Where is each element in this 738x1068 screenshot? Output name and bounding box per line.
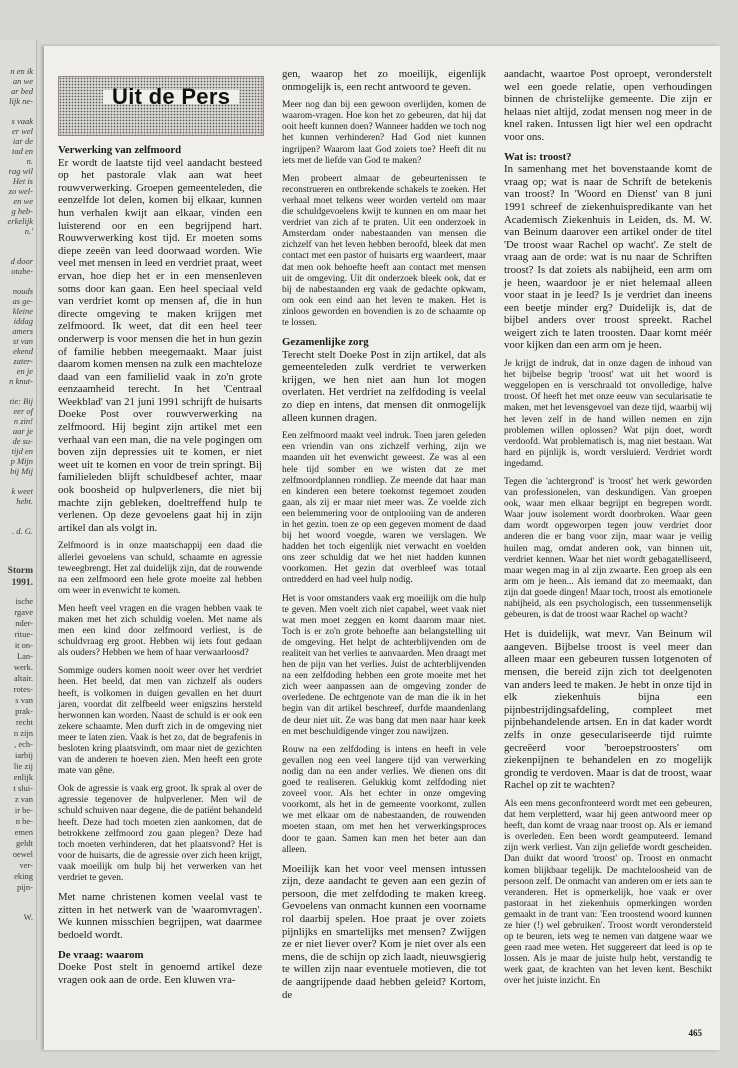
quote-paragraph: Een zelfmoord maakt veel indruk. Toen jaren geleden een vriendin van ons zichzelf verhing, zijn we maanden uit het evenwicht geweest. Ze was al een hele tijd somber en we wisten dat ze met zelfmoordplannen rondliep. Ze meende dat haar man en kinderen een betere toekomst tegemoet zouden gaan, als zij er maar niet meer was. Ze voelde zich een belemmering voor de ontplooiing van de anderen in het gezin. toen ze op een gegeven moment de daad bij het woord voegde, waren we verslagen. We hadden het toch eigenlijk niet verwacht en voelden ons zeer schuldig dat we het niet hadden kunnen voorkomen. Het gezin dat overbleef was totaal ontredderd en had veel hulp nodig. (282, 431, 486, 586)
previous-page-line: s van (15, 695, 33, 705)
body-paragraph: aandacht, waartoe Post oproept, veronderstelt wel een goede relatie, open verhoudingen binnen de christelijke gemeente. Die zijn er helaas niet altijd, zodat mensen nog meer in de knel raken. Intussen ligt hier wel een opdracht voor ons. (504, 68, 712, 143)
intro-paragraph: Er wordt de laatste tijd veel aandacht besteed op het pastorale vlak aan wat heet rouwverwerking. Groepen gemeenteleden, die eenzelfde lot delen, komen bij elkaar, kunnen hun verhalen kwijt aan elkaar, vinden een luisterend oor en een begrijpend hart. Rouwverwerking kost tijd. Er moeten soms diepe zeeën van leed doorwaad worden. Wie veel met mensen in leed en verdriet praat, weet ervan, hoe diep het er in een mensenleven soms door kan gaan. Een heel speciaal veld van verdriet komt op mensen af, die in hun directe omgeving te maken krijgen met zelfmoord. Ik weet, dat dit een heel teer onderwerp is voor mensen die het in hun gezin of familie hebben meegemaakt. Maar juist daarom komen mensen na zulk een machteloze daad van een familielid vaak in zo'n grote eenzaamheid terecht. In het 'Centraal Weekblad' van 21 juni 1991 schrijft de huisarts Doeke Post over rouwverwerking na zelfmoord. Hij begint zijn artikel met een verhaal van een man, die na vele pogingen om boven zijn depressies uit te komen, er niet weet uit te komen en voor de trein springt. Bij familieleden blijft schuldbesef achter, maar ook boosheid op hulpverleners, die niet bij machte zijn gebleken, doeltreffend hulp te verlenen. Op deze gevoelens gaat hij in zijn artikel dan als volgt in. (58, 156, 262, 534)
previous-page-line: n zin! (13, 416, 33, 426)
previous-page-line: kleine (12, 306, 33, 316)
previous-page-line: n en ik (10, 66, 33, 76)
body-paragraph: Moeilijk kan het voor veel mensen intussen zijn, deze aandacht te geven aan een gezin of persoon, die met zelfdoding te maken kreeg. Gevoelens van onmacht kunnen een voorname rol daarbij spelen. Hoe praat je over zoiets pijnlijks en smartelijks met mensen? Zwijgen ze er niet liever over? Kom je niet over als een mens, die de schijn op zich laadt, nieuwsgierig te willen zijn naar eventuele motieven, die tot de aangrijpende daad hebben geleid? Kortom, de (282, 862, 486, 1001)
quote-paragraph: Rouw na een zelfdoding is intens en heeft in vele gevallen nog een veel langere tijd van verwerking nodig dan na een ander verlies. We dienen ons dit goed te realiseren. Gelukkig komt zelfdoding niet zoveel voor. Als het echter in onze omgeving voorkomt, als het in de gemeente voorkomt, zullen we met elkaar om de nabestaanden, de rouwenden moeten staan, om met hen het verwerkingsproces door te gaan. Samen kan men het beter aan dan alleen. (282, 744, 486, 855)
previous-page-line: tie: Bij (9, 396, 33, 406)
previous-page-line: aar je (12, 426, 33, 436)
page-number: 465 (688, 1028, 702, 1038)
previous-page-line: W. (23, 912, 33, 922)
previous-page-line: ekend (13, 346, 33, 356)
body-paragraph: Doeke Post stelt in genoemd artikel deze vragen ook aan de orde. Een kluwen vra- (58, 961, 262, 986)
previous-page-line: bij Mij (10, 466, 33, 476)
previous-page-line: altair. (13, 673, 33, 683)
previous-page-line: 1991. (11, 578, 33, 588)
previous-page-line: iddag (13, 316, 33, 326)
body-paragraph: Terecht stelt Doeke Post in zijn artikel, dat als gemeenteleden zulk verdriet te verwerken krijgen, we hen niet aan hun lot mogen overlaten. Het verdriet na zelfdoding is veelal zo diep en intens, dat mensen dit onmogelijk alleen kunnen dragen. (282, 348, 486, 424)
previous-page-line: Lan- (16, 651, 33, 661)
article-page (44, 46, 720, 1050)
previous-page-line: p Mijn (10, 456, 33, 466)
previous-page-line: d door (10, 256, 33, 266)
previous-page-line: hebt. (16, 496, 33, 506)
previous-page-line: en we (13, 196, 33, 206)
previous-page-line: ar bed (11, 86, 33, 96)
previous-page-line: otabe- (11, 266, 33, 276)
previous-page-line: er wel (11, 126, 33, 136)
previous-page-line: tad en (11, 146, 33, 156)
previous-page-line: it on- (14, 640, 33, 650)
previous-page-line: erkelijk (7, 216, 33, 226)
quote-paragraph: Tegen die 'achtergrond' is 'troost' het werk geworden van professionelen, van deskundigen. Van groepen ook, waar men elkaar begrijpt en begrepen wordt. Waar jouw isolement wordt doorbroken. Waar geen dam wordt opgeworpen tegen jouw verdriet door anderen die er bang voor zijn, maar waar je veilig huilen mag, omdat anderen ook, van binnen uit, verdriet kennen. Waar het niet wordt gebagatelliseerd, maar wegen mag in al zijn zwaarte. Een groep als een arm om je heen... Als iemand dat zo meemaakt, dan zijn dat goede dingen! Maar toch, troost als emotionele nabijheid, als een psychologisch, een tussenmenselijk gebeuren, is dat de troost waar Rachel op wacht? (504, 477, 712, 621)
previous-page-line: lie zij (13, 761, 33, 771)
quote-paragraph: Sommige ouders komen nooit weer over het verdriet heen. Het beeld, dat men van zichzelf als ouders heeft, is volkomen in duigen gevallen en het duurt jaren, voordat dit zelfbeeld weer enigszins hersteld herwonnen kan worden. Naast de schuld is er ook een zekere schaamte. Men durft zich in de omgeving niet meer te laten zien. Vaak is het zo, dat de begrafenis in besloten kring plaatsvindt, om maar niet de gezichten van de anderen te hoeven zien. Men heeft een grote mate van gêne. (58, 666, 262, 777)
previous-page-line: pijn- (16, 882, 33, 892)
previous-page-line: enlijk (13, 772, 33, 782)
previous-page-line: rotes- (13, 684, 33, 694)
previous-page-line: n be- (15, 816, 33, 826)
previous-page-line: nder- (15, 618, 33, 628)
previous-page-line: iarbij (15, 750, 33, 760)
previous-page-line: . d. G. (11, 526, 33, 536)
column-2 (282, 68, 486, 1008)
previous-page-line: an we (12, 76, 33, 86)
previous-page-line: s vaak (11, 116, 33, 126)
body-paragraph: gen, waarop het zo moeilijk, eigenlijk onmogelijk is, een recht antwoord te geven. (282, 68, 486, 93)
previous-page-line: tijd en (11, 446, 33, 456)
previous-page-line: n knut- (9, 376, 33, 386)
previous-page-line: rgave (14, 607, 33, 617)
quote-paragraph: Het is voor omstanders vaak erg moeilijk om die hulp te geven. Men voelt zich niet capabel, weet vaak niet wat men moet zeggen en komt daarom maar niet. Toch is er zo'n grote behoefte aan belangstelling uit de omgeving. Het helpt de achterblijvenden om de realiteit van het verlies te aanvaarden. Men draagt met hen de pijn van het verlies. Juist de achterblijvenden na een zelfdoding hebben een grote moeite met het zich weer aanpassen aan de omgeving zonder de overledene. De echtgenote van de man die ik in het begin van dit artikel beschreef, durfde maandenlang de deur niet uit. Ze was bang dat men naar haar keek en met beschuldigende vinger zou nawijzen. (282, 593, 486, 737)
heading-gezamenlijke-zorg: Gezamenlijke zorg (282, 336, 369, 349)
quote-paragraph: Je krijgt de indruk, dat in onze dagen de inhoud van het bijbelse begrip 'troost' wat uit het woord is weggelopen en is verschraald tot onvolledige, halve troost. Of heeft het met onze eeuw van secularisatie te maken, met het levensgevoel van deze tijd, waarbij wij het leven zelf in de hand willen nemen en zijn problemen willen oplossen? Wat pijn doet, wordt verdoofd. Wat problematisch is, mag niet bestaan. Wat hard en pijnlijk is, wordt versluierd. Verdriet wordt ingedamd. (504, 359, 712, 469)
column-3 (504, 68, 712, 995)
previous-page-line: nouds (12, 286, 33, 296)
quote-paragraph: Zelfmoord is in onze maatschappij een daad die allerlei gevoelens van schuld, schaamte en agressie teweegbrengt. Het zal duidelijk zijn, dat de rouwende na een zelfmoord een hele grote moeite zal hebben om weer in evenwicht te komen. (58, 541, 262, 596)
previous-page-line: k weet (11, 486, 33, 496)
previous-page-line: eking (14, 871, 33, 881)
previous-page-line: as ge- (12, 296, 33, 306)
body-paragraph: Het is duidelijk, wat mevr. Van Beinum wil aangeven. Bijbelse troost is veel meer dan alleen maar een gebeuren tussen lotgenoten of mensen, die bereid zijn zich tot deelgenoten van anders leed te maken. Je hebt in onze tijd in elk ziekenhuis bijna een pijnbestrijdingsafdeling, compleet met pijnbehandelende artsen. En in dat kader wordt zelfs in onze geseculariseerde tijd ruimte gecreëerd voor 'beroepstroosters' om ziekenpijnen te behandelen en zo mogelijk grondig te verdoven. Maar is dat de troost, waar Rachel op zit te wachten? (504, 628, 712, 792)
previous-page-line: n. (26, 156, 33, 166)
previous-page-line: de su- (12, 436, 33, 446)
previous-page-line: en je (16, 366, 33, 376)
quote-paragraph: Men probeert almaar de gebeurtenissen te reconstrueren en ontbrekende schakels te zoeken. Het verhaal moet telkens weer worden verteld om maar die schuldgevoelens kwijt te kunnen en om maar het verdriet van zich af te praten. Uit een onderzoek in Amsterdam onder nabestaanden van mensen die zichzelf van het leven hebben beroofd, bleek dat men contact met een pastor of huisarts erg waardeert, maar dat men ook behoefte heeft aan contact met mensen uit de omgeving. Uit dit onderzoek bleek ook, dat er bij de nabestaanden erg vaak de gedachte opkwam, om ook een eind aan het leven te maken. Het is zinloos geworden en bovendien is zo de schaamte op te lossen. (282, 173, 486, 328)
quote-paragraph: Ook de agressie is vaak erg groot. Ik sprak al over de agressie tegenover de hulpverlener. Men wil de schuld schuiven naar degene, die de patiënt behandeld heeft. Deze had toch moeten zien aankomen, dat de betrokkene zelfmoord zou gaan plegen? Deze had toch moeten verhinderen, dat het plaatsvond? Het is voor de huisarts, die de agressie over zich heen krijgt, vaak moeilijk om hulp bij het verwerken van het verdriet te geven. (58, 784, 262, 884)
quote-paragraph: Meer nog dan bij een gewoon overlijden, komen de waarom-vragen. Hoe kon het zo gebeuren, dat hij dat ooit heeft kunnen doen? Wanneer hadden we toch nog het kunnen verhinderen? Had God niet kunnen ingrijpen? Waarom laat God zoiets toe? Heeft dit nu iets met de liefde van God te maken? (282, 100, 486, 166)
previous-page-line: , ech- (14, 739, 33, 749)
heading-vraag-waarom: De vraag: waarom (58, 948, 144, 961)
previous-page-line: emen (14, 827, 33, 837)
previous-page-line: zo wel- (8, 186, 33, 196)
previous-page-line: iar de (12, 136, 33, 146)
quote-paragraph: Men heeft veel vragen en die vragen hebben vaak te maken met het zich schuldig voelen. Met name als men een kind door zelfmoord verliest, is de schuldvraag erg groot. Hebben wij iets fout gedaan als ouders? Hebben we hem of haar verwaarloosd? (58, 603, 262, 659)
previous-page-line: t slui- (13, 783, 33, 793)
previous-page-line: eer of (13, 406, 33, 416)
previous-page-line: Storm (7, 566, 33, 576)
previous-page-line: rag wil (8, 166, 33, 176)
previous-page-line: ir be- (14, 805, 33, 815)
previous-page-line: st van (12, 336, 33, 346)
previous-page-line: ritue- (14, 629, 33, 639)
previous-page-line: geldt (16, 838, 33, 848)
body-paragraph: In samenhang met het bovenstaande komt de vraag op; wat is naar de Schrift de betekenis van troost? In 'Woord en Dienst' van 8 juni 1991 schreef de ziekenhuispredikante van het Academisch Ziekenhuis in Leiden, ds. M. W. van Beinum daarover een artikel onder de titel 'De troost waar Rachel op wacht'. Ze stelt de vraag aan de orde: wat is nu naar de Schriften troost? Is dat zoiets als nabijheid, een arm om je heen, waardoor je er niet helemaal alleen voor staat in je leed? Is je verdriet dan ineens een beetje minder erg? Duidelijk is, dat de bijbel anders over troost spreekt. Rachel weigert zich te laten troosten. Daar komt méér voor kijken dan een arm om je heen. (504, 163, 712, 352)
section-title: Uit de Pers (103, 90, 239, 104)
body-paragraph: Met name christenen komen veelal vast te zitten in het netwerk van de 'waaromvragen'. We kunnen misschien begrijpen, wat daarmee bedoeld wordt. (58, 891, 262, 941)
previous-page-line: g heb- (11, 206, 33, 216)
column-1 (58, 68, 262, 993)
quote-paragraph: Als een mens geconfronteerd wordt met een gebeuren, dat hem verpletterd, waar hij geen antwoord meer op heeft, dan komt de vraag naar troost op. Als er iemand is overleden. Een been wordt geamputeerd. Iemand zijn werk verliest. Van zijn geliefde wordt gescheiden. Dan duikt dat woord 'troost' op. Troost en onmacht komen blijkbaar tegelijk. De machteloosheid van de persoon zelf. De onmacht van anderen om er iets aan te veranderen. Het is opmerkelijk, hoe vaak er over pastoraat in het ziekenhuis opmerkingen worden gemaakt in de trant van: 'Een troostend woord kunnen ze hier (!) wel gebruiken'. Troost wordt verondersteld op te beuren, iets weg te nemen van datgene waar we geen raad mee weten. Het suggereert dat leed is op te lossen. Als je maar de juiste hulp hebt, verstandig te werk gaat, de krachten van het leven kent. Beschikt over het juiste inzicht. En (504, 798, 712, 987)
previous-page-line: recht (16, 717, 33, 727)
previous-page-line: oewel (12, 849, 33, 859)
section-header-box (58, 76, 264, 136)
previous-page-line: prak- (15, 706, 33, 716)
previous-page-line: n zijn (13, 728, 33, 738)
heading-verwerking: Verwerking van zelfmoord (58, 144, 182, 156)
previous-page-line: n.' (24, 226, 33, 236)
heading-wat-is-troost: Wat is: troost? (504, 150, 572, 163)
previous-page-line: ische (15, 596, 33, 606)
previous-page-line: lijk ne- (9, 96, 33, 106)
previous-page-line: amers (12, 326, 33, 336)
previous-page-line: ver- (19, 860, 33, 870)
previous-page-line: Het is (12, 176, 33, 186)
previous-page-fragment (0, 40, 37, 1040)
previous-page-line: zater- (13, 356, 33, 366)
previous-page-line: werk. (13, 662, 33, 672)
previous-page-line: z van (14, 794, 33, 804)
